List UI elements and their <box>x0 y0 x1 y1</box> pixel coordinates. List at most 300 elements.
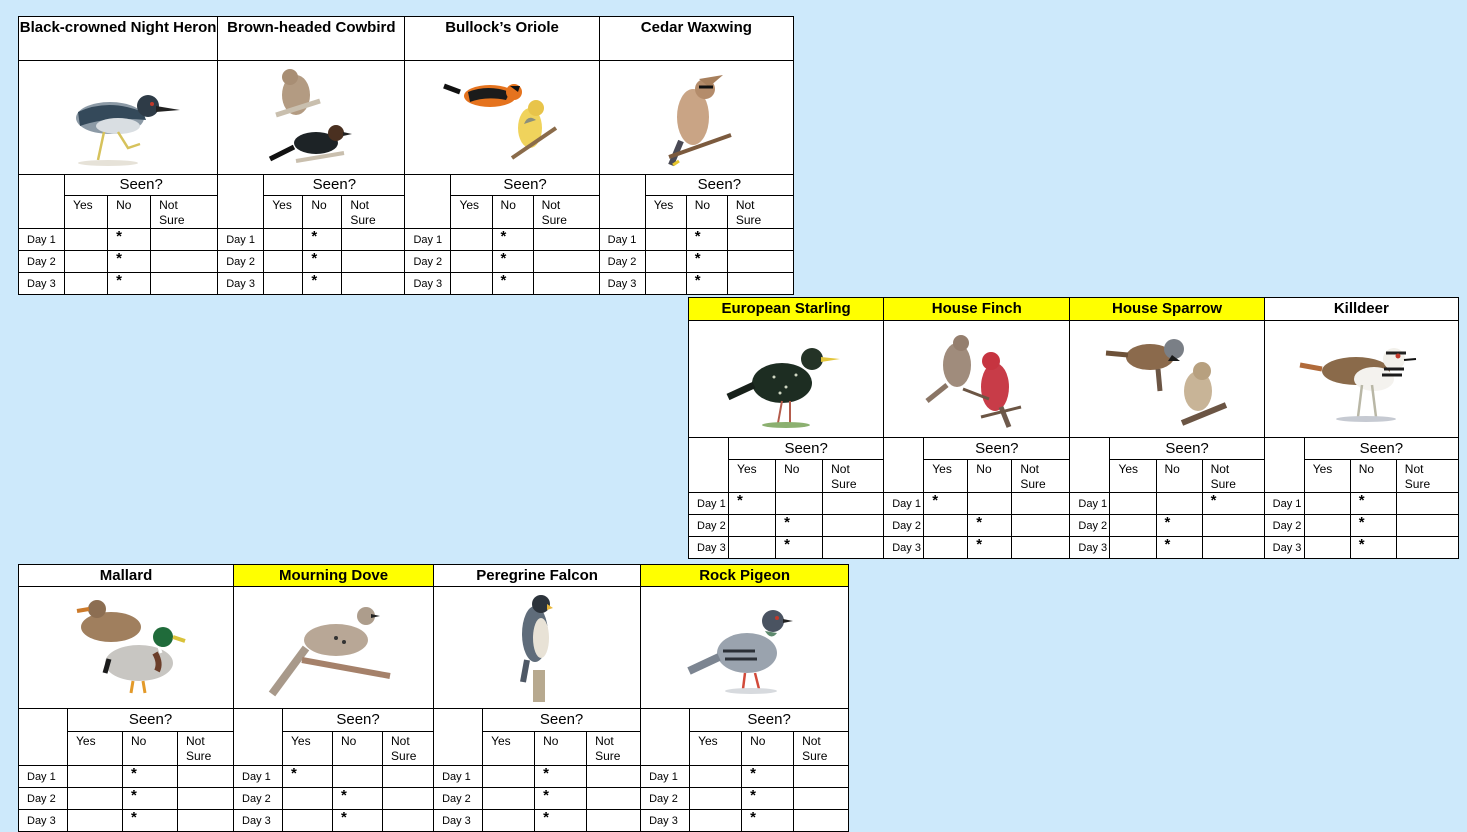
day-label: Day 1 <box>19 229 65 251</box>
no-response-cell[interactable] <box>108 229 151 251</box>
yes-response-cell[interactable] <box>65 229 108 251</box>
yes-response-cell[interactable] <box>451 229 492 251</box>
species-name-row <box>19 17 794 61</box>
yes-header: Yes <box>283 732 333 766</box>
night-heron-illustration <box>19 68 217 168</box>
no-response-cell[interactable] <box>492 251 533 273</box>
not-sure-label-line1: Not <box>1020 462 1040 476</box>
not-sure-response-cell[interactable] <box>587 788 641 810</box>
day-row <box>19 766 849 788</box>
species-image-cell <box>19 587 234 709</box>
day-label: Day 3 <box>689 537 729 559</box>
cowbird-illustration <box>218 65 404 170</box>
species-image-cell <box>405 61 599 175</box>
no-header: No <box>492 196 533 229</box>
not-sure-header <box>342 196 405 229</box>
not-sure-response-cell[interactable] <box>151 251 218 273</box>
no-response-cell[interactable] <box>742 766 794 788</box>
yes-response-cell[interactable] <box>283 810 333 832</box>
no-response-cell[interactable] <box>303 251 342 273</box>
not-sure-response-cell[interactable] <box>727 251 793 273</box>
asterisk-mark: * <box>1164 536 1171 553</box>
pigeon-illustration <box>641 593 848 703</box>
day-label: Day 1 <box>405 229 451 251</box>
no-header: No <box>333 732 383 766</box>
yes-response-cell[interactable] <box>483 766 535 788</box>
seen-header: Seen? <box>264 175 405 196</box>
not-sure-header <box>794 732 849 766</box>
no-response-cell[interactable] <box>123 766 178 788</box>
day-label: Day 3 <box>599 273 645 295</box>
day-label: Day 3 <box>641 810 690 832</box>
asterisk-mark: * <box>784 514 790 531</box>
blank-header-cell <box>1264 438 1304 493</box>
not-sure-response-cell[interactable] <box>1396 537 1458 559</box>
yes-response-cell[interactable] <box>690 788 742 810</box>
not-sure-label-line2: Sure <box>802 749 828 763</box>
not-sure-header <box>587 732 641 766</box>
seen-header: Seen? <box>1304 438 1458 460</box>
not-sure-response-cell[interactable] <box>533 229 599 251</box>
asterisk-mark: * <box>291 765 297 782</box>
yes-response-cell[interactable] <box>645 229 686 251</box>
not-sure-response-cell[interactable] <box>383 788 434 810</box>
not-sure-label-line2: Sure <box>541 213 567 227</box>
not-sure-response-cell[interactable] <box>794 810 849 832</box>
day-label: Day 2 <box>689 515 729 537</box>
asterisk-mark: * <box>116 250 122 267</box>
seen-header: Seen? <box>729 438 884 460</box>
seen-header: Seen? <box>451 175 599 196</box>
not-sure-header <box>383 732 434 766</box>
no-response-cell[interactable] <box>686 229 727 251</box>
yes-response-cell[interactable] <box>264 273 303 295</box>
no-response-cell[interactable] <box>333 788 383 810</box>
not-sure-response-cell[interactable] <box>1202 537 1264 559</box>
yes-header: Yes <box>264 196 303 229</box>
yes-response-cell[interactable] <box>924 515 968 537</box>
not-sure-response-cell[interactable] <box>1012 537 1070 559</box>
no-header: No <box>123 732 178 766</box>
blank-header-cell <box>19 175 65 229</box>
no-response-cell[interactable] <box>1156 493 1202 515</box>
seen-header: Seen? <box>690 709 849 732</box>
not-sure-label-line1: Not <box>735 198 755 212</box>
no-response-cell[interactable] <box>968 515 1012 537</box>
asterisk-mark: * <box>737 492 743 509</box>
asterisk-mark: * <box>976 536 983 553</box>
yes-response-cell[interactable] <box>1110 537 1156 559</box>
survey-panel <box>18 16 794 295</box>
yes-response-cell[interactable] <box>924 537 968 559</box>
no-response-cell[interactable] <box>776 515 823 537</box>
day-row <box>689 515 1459 537</box>
blank-header-cell <box>218 175 264 229</box>
species-name: Brown-headed Cowbird <box>218 17 405 61</box>
yes-response-cell[interactable] <box>68 788 123 810</box>
not-sure-label-line2: Sure <box>831 477 857 491</box>
yes-response-cell[interactable] <box>451 251 492 273</box>
no-response-cell[interactable] <box>1350 493 1396 515</box>
yes-header: Yes <box>483 732 535 766</box>
no-response-cell[interactable] <box>776 493 823 515</box>
no-response-cell[interactable] <box>333 810 383 832</box>
yes-response-cell[interactable] <box>729 493 776 515</box>
not-sure-response-cell[interactable] <box>151 229 218 251</box>
day-label: Day 3 <box>434 810 483 832</box>
day-label: Day 1 <box>641 766 690 788</box>
not-sure-label-line1: Not <box>802 734 821 748</box>
seen-header: Seen? <box>645 175 793 196</box>
species-image-row <box>19 587 849 709</box>
asterisk-mark: * <box>1358 492 1365 509</box>
species-image-cell <box>1264 321 1458 438</box>
not-sure-response-cell[interactable] <box>342 251 405 273</box>
species-name: European Starling <box>689 298 884 321</box>
asterisk-mark: * <box>932 492 939 509</box>
asterisk-mark: * <box>311 250 318 267</box>
oriole-illustration <box>405 70 598 165</box>
species-image-cell <box>1070 321 1264 438</box>
day-label: Day 2 <box>1070 515 1110 537</box>
not-sure-label-line2: Sure <box>391 749 417 763</box>
survey-table <box>18 564 849 832</box>
asterisk-mark: * <box>116 272 122 289</box>
no-response-cell[interactable] <box>1350 537 1396 559</box>
asterisk-mark: * <box>311 228 318 245</box>
day-label: Day 1 <box>1070 493 1110 515</box>
yes-header: Yes <box>68 732 123 766</box>
asterisk-mark: * <box>750 765 756 782</box>
asterisk-mark: * <box>500 272 507 289</box>
no-response-cell[interactable] <box>108 273 151 295</box>
day-label: Day 1 <box>1264 493 1304 515</box>
species-image-cell <box>884 321 1070 438</box>
no-response-cell[interactable] <box>535 810 587 832</box>
seen-header-row <box>689 438 1459 460</box>
blank-header-cell <box>405 175 451 229</box>
no-response-cell[interactable] <box>742 788 794 810</box>
asterisk-mark: * <box>976 514 983 531</box>
no-response-cell[interactable] <box>968 493 1012 515</box>
species-name: Peregrine Falcon <box>434 565 641 587</box>
yes-header: Yes <box>924 460 968 493</box>
day-row <box>689 537 1459 559</box>
killdeer-illustration <box>1265 329 1458 429</box>
no-header: No <box>968 460 1012 493</box>
not-sure-label-line1: Not <box>831 462 850 476</box>
blank-header-cell <box>641 709 690 766</box>
no-response-cell[interactable] <box>686 251 727 273</box>
no-response-cell[interactable] <box>742 810 794 832</box>
not-sure-label-line1: Not <box>1210 462 1230 476</box>
yes-response-cell[interactable] <box>264 229 303 251</box>
asterisk-mark: * <box>341 787 347 804</box>
no-response-cell[interactable] <box>1156 515 1202 537</box>
yes-response-cell[interactable] <box>1110 493 1156 515</box>
not-sure-label-line2: Sure <box>159 213 185 227</box>
day-row <box>19 273 794 295</box>
yes-response-cell[interactable] <box>1304 515 1350 537</box>
yes-response-cell[interactable] <box>283 788 333 810</box>
day-label: Day 2 <box>218 251 264 273</box>
blank-header-cell <box>599 175 645 229</box>
day-label: Day 1 <box>218 229 264 251</box>
yes-header: Yes <box>690 732 742 766</box>
yes-response-cell[interactable] <box>483 788 535 810</box>
falcon-illustration <box>434 590 640 705</box>
asterisk-mark: * <box>131 787 137 804</box>
asterisk-mark: * <box>694 272 701 289</box>
day-label: Day 2 <box>234 788 283 810</box>
not-sure-header <box>823 460 884 493</box>
yes-response-cell[interactable] <box>729 515 776 537</box>
not-sure-response-cell[interactable] <box>342 229 405 251</box>
day-label: Day 1 <box>234 766 283 788</box>
yes-header: Yes <box>729 460 776 493</box>
no-response-cell[interactable] <box>492 229 533 251</box>
not-sure-response-cell[interactable] <box>823 515 884 537</box>
not-sure-label-line2: Sure <box>350 213 376 227</box>
species-image-cell <box>434 587 641 709</box>
day-label: Day 2 <box>641 788 690 810</box>
seen-header: Seen? <box>483 709 641 732</box>
not-sure-response-cell[interactable] <box>533 251 599 273</box>
day-label: Day 2 <box>599 251 645 273</box>
no-response-cell[interactable] <box>123 788 178 810</box>
day-label: Day 2 <box>884 515 924 537</box>
not-sure-response-cell[interactable] <box>178 810 234 832</box>
not-sure-header <box>1202 460 1264 493</box>
species-image-cell <box>234 587 434 709</box>
not-sure-label-line2: Sure <box>1210 477 1236 491</box>
blank-header-cell <box>234 709 283 766</box>
asterisk-mark: * <box>750 809 756 826</box>
no-header: No <box>535 732 587 766</box>
survey-table <box>688 297 1459 559</box>
no-header: No <box>108 196 151 229</box>
day-label: Day 3 <box>884 537 924 559</box>
not-sure-header <box>151 196 218 229</box>
starling-illustration <box>689 327 883 432</box>
no-header: No <box>1350 460 1396 493</box>
no-header: No <box>303 196 342 229</box>
not-sure-response-cell[interactable] <box>1012 515 1070 537</box>
yes-response-cell[interactable] <box>68 810 123 832</box>
not-sure-response-cell[interactable] <box>587 766 641 788</box>
no-header: No <box>1156 460 1202 493</box>
day-label: Day 2 <box>19 251 65 273</box>
species-image-cell <box>19 61 218 175</box>
yes-response-cell[interactable] <box>729 537 776 559</box>
asterisk-mark: * <box>131 809 137 826</box>
not-sure-response-cell[interactable] <box>823 537 884 559</box>
no-response-cell[interactable] <box>303 229 342 251</box>
asterisk-mark: * <box>543 765 549 782</box>
not-sure-response-cell[interactable] <box>1396 493 1458 515</box>
species-name: House Sparrow <box>1070 298 1264 321</box>
yes-response-cell[interactable] <box>645 273 686 295</box>
species-image-cell <box>599 61 793 175</box>
not-sure-label-line1: Not <box>350 198 370 212</box>
no-response-cell[interactable] <box>776 537 823 559</box>
day-row <box>689 493 1459 515</box>
no-response-cell[interactable] <box>968 537 1012 559</box>
no-response-cell[interactable] <box>686 273 727 295</box>
seen-header-row <box>19 709 849 732</box>
waxwing-illustration <box>600 65 793 170</box>
day-label: Day 1 <box>884 493 924 515</box>
not-sure-header <box>533 196 599 229</box>
not-sure-response-cell[interactable] <box>1202 493 1264 515</box>
yes-response-cell[interactable] <box>65 273 108 295</box>
yes-response-cell[interactable] <box>1110 515 1156 537</box>
survey-table <box>18 16 794 295</box>
yes-response-cell[interactable] <box>1304 493 1350 515</box>
not-sure-label-line1: Not <box>186 734 205 748</box>
blank-header-cell <box>689 438 729 493</box>
not-sure-label-line1: Not <box>595 734 614 748</box>
species-name: Killdeer <box>1264 298 1458 321</box>
asterisk-mark: * <box>1164 514 1171 531</box>
not-sure-response-cell[interactable] <box>823 493 884 515</box>
blank-header-cell <box>19 709 68 766</box>
not-sure-header <box>727 196 793 229</box>
not-sure-label-line1: Not <box>541 198 561 212</box>
yes-response-cell[interactable] <box>690 810 742 832</box>
day-label: Day 2 <box>19 788 68 810</box>
day-label: Day 3 <box>405 273 451 295</box>
not-sure-label-line2: Sure <box>186 749 212 763</box>
yes-response-cell[interactable] <box>483 810 535 832</box>
not-sure-label-line1: Not <box>391 734 410 748</box>
day-label: Day 3 <box>218 273 264 295</box>
day-row <box>19 229 794 251</box>
day-label: Day 1 <box>434 766 483 788</box>
day-row <box>19 810 849 832</box>
asterisk-mark: * <box>694 250 701 267</box>
species-image-row <box>19 61 794 175</box>
not-sure-response-cell[interactable] <box>383 810 434 832</box>
day-label: Day 3 <box>234 810 283 832</box>
no-response-cell[interactable] <box>108 251 151 273</box>
not-sure-response-cell[interactable] <box>587 810 641 832</box>
yes-header: Yes <box>1110 460 1156 493</box>
species-name-row <box>689 298 1459 321</box>
species-image-cell <box>641 587 849 709</box>
asterisk-mark: * <box>341 809 347 826</box>
day-label: Day 2 <box>434 788 483 810</box>
species-name: Rock Pigeon <box>641 565 849 587</box>
yes-response-cell[interactable] <box>451 273 492 295</box>
not-sure-response-cell[interactable] <box>533 273 599 295</box>
dove-illustration <box>234 590 433 705</box>
seen-header: Seen? <box>283 709 434 732</box>
day-label: Day 1 <box>19 766 68 788</box>
not-sure-response-cell[interactable] <box>727 273 793 295</box>
asterisk-mark: * <box>500 250 507 267</box>
seen-header: Seen? <box>68 709 234 732</box>
yes-response-cell[interactable] <box>65 251 108 273</box>
species-name: Mourning Dove <box>234 565 434 587</box>
yes-header: Yes <box>451 196 492 229</box>
not-sure-response-cell[interactable] <box>151 273 218 295</box>
not-sure-response-cell[interactable] <box>794 788 849 810</box>
yes-response-cell[interactable] <box>645 251 686 273</box>
asterisk-mark: * <box>1210 492 1217 509</box>
day-row <box>19 788 849 810</box>
not-sure-response-cell[interactable] <box>178 766 234 788</box>
asterisk-mark: * <box>1358 536 1365 553</box>
day-row <box>19 251 794 273</box>
yes-response-cell[interactable] <box>68 766 123 788</box>
seen-header-row <box>19 175 794 196</box>
not-sure-label-line2: Sure <box>735 213 762 227</box>
not-sure-label-line2: Sure <box>595 749 621 763</box>
day-label: Day 1 <box>689 493 729 515</box>
day-label: Day 2 <box>405 251 451 273</box>
yes-response-cell[interactable] <box>924 493 968 515</box>
asterisk-mark: * <box>500 228 507 245</box>
yes-response-cell[interactable] <box>1304 537 1350 559</box>
asterisk-mark: * <box>131 765 137 782</box>
yes-response-cell[interactable] <box>264 251 303 273</box>
species-name: Black-crowned Night Heron <box>19 17 218 61</box>
no-header: No <box>776 460 823 493</box>
species-image-cell <box>218 61 405 175</box>
not-sure-response-cell[interactable] <box>727 229 793 251</box>
no-response-cell[interactable] <box>535 766 587 788</box>
species-name-row <box>19 565 849 587</box>
no-response-cell[interactable] <box>333 766 383 788</box>
yes-response-cell[interactable] <box>283 766 333 788</box>
no-response-cell[interactable] <box>1350 515 1396 537</box>
seen-header: Seen? <box>1110 438 1264 460</box>
day-label: Day 3 <box>19 810 68 832</box>
not-sure-label-line1: Not <box>1404 462 1424 476</box>
not-sure-response-cell[interactable] <box>178 788 234 810</box>
not-sure-response-cell[interactable] <box>1012 493 1070 515</box>
day-label: Day 2 <box>1264 515 1304 537</box>
no-response-cell[interactable] <box>535 788 587 810</box>
no-response-cell[interactable] <box>492 273 533 295</box>
not-sure-response-cell[interactable] <box>1396 515 1458 537</box>
not-sure-response-cell[interactable] <box>1202 515 1264 537</box>
not-sure-response-cell[interactable] <box>342 273 405 295</box>
seen-header: Seen? <box>65 175 218 196</box>
yes-header: Yes <box>645 196 686 229</box>
no-response-cell[interactable] <box>303 273 342 295</box>
no-response-cell[interactable] <box>123 810 178 832</box>
not-sure-header <box>1012 460 1070 493</box>
seen-header: Seen? <box>924 438 1070 460</box>
blank-header-cell <box>1070 438 1110 493</box>
species-name: Mallard <box>19 565 234 587</box>
yes-response-cell[interactable] <box>690 766 742 788</box>
not-sure-header <box>178 732 234 766</box>
blank-header-cell <box>434 709 483 766</box>
not-sure-response-cell[interactable] <box>794 766 849 788</box>
not-sure-label-line2: Sure <box>1020 477 1046 491</box>
day-label: Day 3 <box>19 273 65 295</box>
asterisk-mark: * <box>784 536 790 553</box>
survey-panel <box>688 297 1459 559</box>
no-response-cell[interactable] <box>1156 537 1202 559</box>
yes-header: Yes <box>65 196 108 229</box>
not-sure-response-cell[interactable] <box>383 766 434 788</box>
day-label: Day 3 <box>1070 537 1110 559</box>
no-header: No <box>686 196 727 229</box>
